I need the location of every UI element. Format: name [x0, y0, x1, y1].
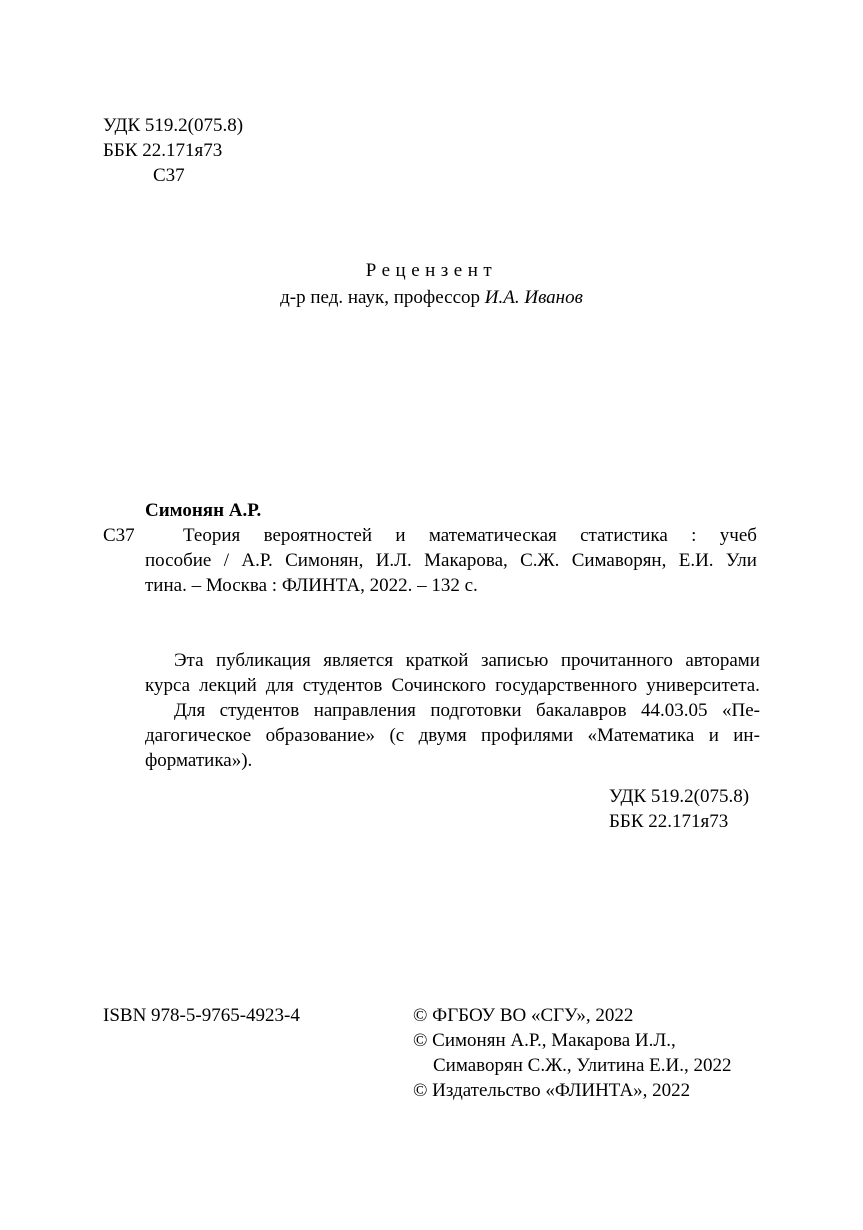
reviewer-title: д-р пед. наук, профессор	[280, 287, 481, 308]
bib-word: вероятностей	[263, 525, 373, 546]
copyright-authors: © Симонян А.Р., Макарова И.Л.,	[413, 1030, 676, 1051]
bib-word: пособие	[145, 550, 212, 571]
bib-word: А.Р.	[241, 550, 273, 571]
bib-word: и	[395, 525, 406, 546]
copyright-authors-cont: Симаворян С.Ж., Улитина Е.И., 2022	[433, 1055, 732, 1076]
bib-word: учеб	[719, 525, 757, 546]
anno-word: для	[265, 675, 294, 696]
anno-word: Эта	[174, 650, 204, 671]
bib-word: С.Ж.	[520, 550, 560, 571]
anno-word: курса	[145, 675, 191, 696]
bib-word: Е.И.	[678, 550, 714, 571]
bib-word: /	[223, 550, 229, 571]
bib-word: Симаворян,	[571, 550, 667, 571]
bib-word: Симонян,	[285, 550, 364, 571]
bib-line-2	[145, 548, 757, 573]
footer-udk-code: УДК 519.2(075.8)	[609, 786, 750, 807]
anno-word: подготовки	[430, 700, 522, 721]
annotation-line-5: форматика»).	[145, 750, 253, 771]
annotation-line-2	[145, 673, 760, 698]
copyright-university: © ФГБОУ ВО «СГУ», 2022	[413, 1005, 634, 1026]
anno-word: студентов	[219, 700, 300, 721]
anno-word: Для	[174, 700, 206, 721]
anno-word: «Математика	[587, 725, 695, 746]
anno-word: является	[323, 650, 394, 671]
anno-word: профилями	[481, 725, 574, 746]
anno-word: краткой	[405, 650, 469, 671]
bib-author: Симонян А.Р.	[145, 500, 262, 521]
reviewer-name: И.А. Иванов	[484, 287, 583, 308]
bib-line-3: тина. – Москва : ФЛИНТА, 2022. – 132 с.	[145, 575, 478, 596]
bib-line-1	[183, 523, 757, 548]
anno-word: прочитанного	[560, 650, 673, 671]
anno-word: ин-	[733, 725, 760, 746]
isbn: ISBN 978-5-9765-4923-4	[103, 1005, 300, 1026]
bib-word: математическая	[428, 525, 557, 546]
author-mark: С37	[153, 165, 185, 186]
anno-word: двумя	[418, 725, 467, 746]
anno-word: направления	[313, 700, 416, 721]
bib-word: Ули	[725, 550, 757, 571]
anno-word: Сочинского	[391, 675, 487, 696]
anno-word: (с	[389, 725, 405, 746]
footer-bbk-code: ББК 22.171я73	[609, 811, 729, 832]
anno-word: университета.	[646, 675, 760, 696]
copyright-publisher: © Издательство «ФЛИНТА», 2022	[413, 1080, 691, 1101]
bib-word: :	[691, 525, 697, 546]
anno-word: дагогическое	[145, 725, 252, 746]
anno-word: образование»	[265, 725, 376, 746]
bbk-code: ББК 22.171я73	[103, 140, 223, 161]
anno-word: лекций	[199, 675, 257, 696]
reviewer-heading: Рецензент	[365, 260, 498, 281]
anno-word: студентов	[302, 675, 383, 696]
annotation-line-1	[174, 648, 760, 673]
anno-word: «Пе-	[721, 700, 760, 721]
anno-word: записью	[480, 650, 549, 671]
bib-word: Макарова,	[424, 550, 508, 571]
bib-word: статистика	[580, 525, 668, 546]
anno-word: и	[708, 725, 719, 746]
annotation-line-4	[145, 723, 760, 748]
annotation-line-3	[174, 698, 760, 723]
bib-word: Теория	[183, 525, 241, 546]
bib-word: И.Л.	[375, 550, 412, 571]
anno-word: государственного	[495, 675, 638, 696]
bib-mark: С37	[103, 525, 135, 546]
reviewer-line	[0, 285, 863, 310]
anno-word: бакалавров	[536, 700, 627, 721]
anno-word: публикация	[216, 650, 311, 671]
udk-code: УДК 519.2(075.8)	[103, 115, 244, 136]
anno-word: 44.03.05	[641, 700, 708, 721]
anno-word: авторами	[685, 650, 760, 671]
